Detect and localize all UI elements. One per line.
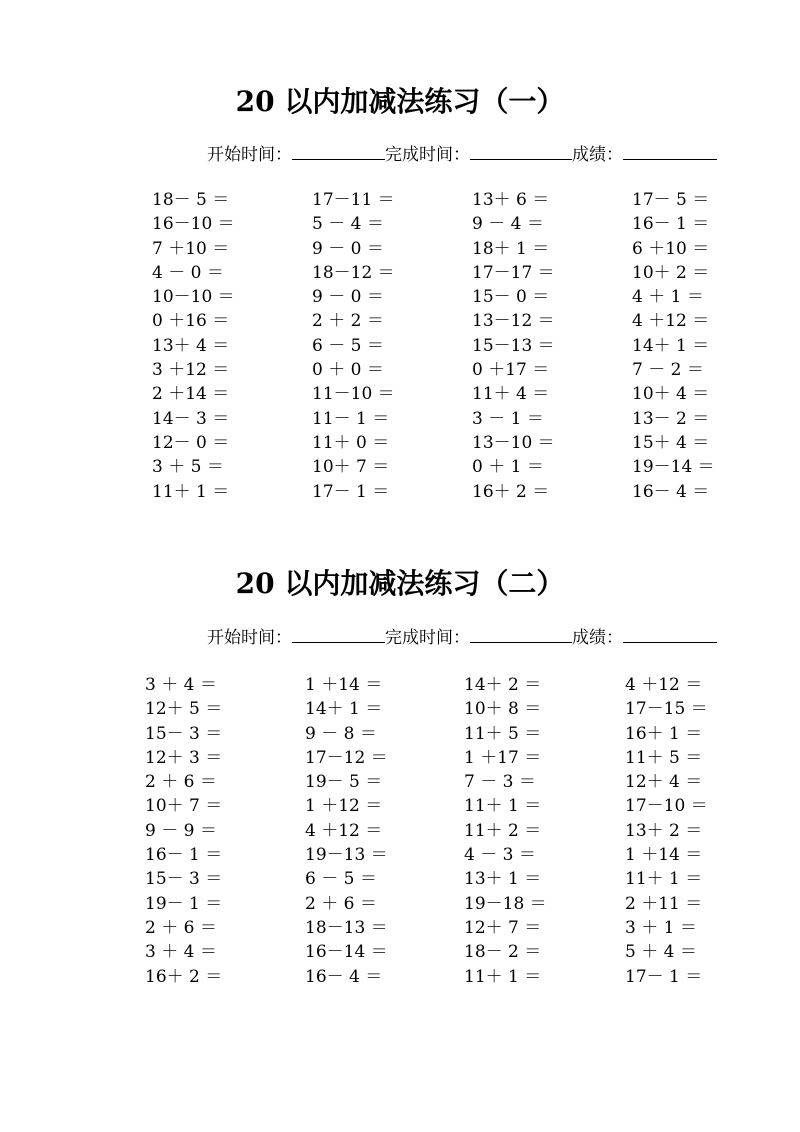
problem-item: 13＋ 6 ＝ xyxy=(472,190,550,210)
problem-item: 11＋ 5 ＝ xyxy=(464,723,542,744)
problem-item: 11＋ 1 ＝ xyxy=(152,481,230,502)
problem-item: 12＋ 3 ＝ xyxy=(145,747,223,768)
problem-item: 13－12 ＝ xyxy=(472,311,555,332)
problem-item: 9 － 4 ＝ xyxy=(472,214,544,235)
problem-item: 17－ 1 ＝ xyxy=(625,966,703,987)
problem-item: 18＋ 1 ＝ xyxy=(472,238,550,259)
problem-item: 0 ＋16 ＝ xyxy=(152,311,230,332)
problem-item: 17－10 ＝ xyxy=(625,796,708,817)
problem-item: 14＋ 1 ＝ xyxy=(305,699,383,720)
problem-item: 4 － 3 ＝ xyxy=(464,845,536,866)
problem-item: 13＋ 2 ＝ xyxy=(625,820,703,841)
start-time-blank[interactable] xyxy=(292,625,385,643)
finish-time-label: 完成时间： xyxy=(385,628,470,648)
worksheet-title-1: 20 以内加减法练习（一） xyxy=(235,85,565,118)
problem-item: 3 ＋12 ＝ xyxy=(152,360,230,381)
problem-item: 15－ 3 ＝ xyxy=(145,723,223,744)
problem-item: 6 － 5 ＝ xyxy=(312,335,384,356)
problem-item: 2 ＋14 ＝ xyxy=(152,384,230,405)
problem-item: 0 ＋ 1 ＝ xyxy=(472,457,544,478)
problem-item: 15－13 ＝ xyxy=(472,335,555,356)
problem-item: 10＋ 7 ＝ xyxy=(312,457,390,478)
problem-item: 11＋ 1 ＝ xyxy=(464,966,542,987)
problem-item: 10＋ 8 ＝ xyxy=(464,699,542,720)
problem-item: 6 － 5 ＝ xyxy=(305,869,377,890)
problem-column xyxy=(145,673,222,989)
start-time-blank[interactable] xyxy=(292,142,385,160)
problem-item: 7 － 3 ＝ xyxy=(464,772,536,793)
problem-item: 11＋ 0 ＝ xyxy=(312,432,390,453)
problem-item: 11－10 ＝ xyxy=(312,384,395,405)
problem-item: 19－18 ＝ xyxy=(464,893,547,914)
problem-item: 11＋ 1 ＝ xyxy=(625,869,703,890)
problem-item: 1 ＋14 ＝ xyxy=(305,675,383,695)
problem-item: 15＋ 4 ＝ xyxy=(632,432,710,453)
problem-item: 9 － 0 ＝ xyxy=(312,287,384,308)
problem-item: 19－ 5 ＝ xyxy=(305,772,383,793)
info-line-2 xyxy=(207,625,717,649)
problem-item: 3 － 1 ＝ xyxy=(472,408,544,429)
problem-item: 4 ＋12 ＝ xyxy=(632,311,710,332)
start-time-label: 开始时间： xyxy=(207,145,292,165)
problem-item: 9 － 8 ＝ xyxy=(305,723,377,744)
problem-item: 11＋ 5 ＝ xyxy=(625,747,703,768)
problem-column xyxy=(625,673,708,989)
problem-item: 1 ＋14 ＝ xyxy=(625,845,703,866)
problem-item: 13＋ 4 ＝ xyxy=(152,335,230,356)
problem-item: 2 ＋ 6 ＝ xyxy=(145,772,217,793)
problem-item: 9 － 0 ＝ xyxy=(312,238,384,259)
problem-item: 5 ＋ 4 ＝ xyxy=(625,942,697,963)
problem-item: 5 － 4 ＝ xyxy=(312,214,384,235)
problem-item: 11＋ 2 ＝ xyxy=(464,820,542,841)
problem-item: 14－ 3 ＝ xyxy=(152,408,230,429)
problem-item: 9 － 9 ＝ xyxy=(145,820,217,841)
problem-item: 17－ 1 ＝ xyxy=(312,481,390,502)
problem-item: 19－ 1 ＝ xyxy=(145,893,223,914)
problem-column xyxy=(152,188,235,504)
problem-item: 17－ 5 ＝ xyxy=(632,190,710,210)
score-blank[interactable] xyxy=(623,625,717,643)
problem-item: 16－14 ＝ xyxy=(305,942,388,963)
problem-item: 19－13 ＝ xyxy=(305,845,388,866)
problem-item: 10＋ 2 ＝ xyxy=(632,262,710,283)
problem-item: 6 ＋10 ＝ xyxy=(632,238,710,259)
problem-item: 11＋ 4 ＝ xyxy=(472,384,550,405)
problem-item: 4 ＋12 ＝ xyxy=(305,820,383,841)
problem-item: 15－ 0 ＝ xyxy=(472,287,550,308)
problem-item: 17－11 ＝ xyxy=(312,190,395,210)
problem-item: 14＋ 2 ＝ xyxy=(464,675,542,695)
problem-item: 17－15 ＝ xyxy=(625,699,708,720)
problem-item: 13－ 2 ＝ xyxy=(632,408,710,429)
problem-item: 16－ 1 ＝ xyxy=(145,845,223,866)
problem-item: 16＋ 2 ＝ xyxy=(472,481,550,502)
problem-item: 1 ＋12 ＝ xyxy=(305,796,383,817)
problem-item: 18－ 2 ＝ xyxy=(464,942,542,963)
problem-item: 1 ＋17 ＝ xyxy=(464,747,542,768)
finish-time-blank[interactable] xyxy=(470,142,572,160)
worksheet-title-2: 20 以内加减法练习（二） xyxy=(235,567,565,600)
problem-item: 4 ＋ 1 ＝ xyxy=(632,287,704,308)
problem-item: 4 － 0 ＝ xyxy=(152,262,224,283)
problem-item: 16－10 ＝ xyxy=(152,214,235,235)
problem-item: 10＋ 7 ＝ xyxy=(145,796,223,817)
problem-item: 19－14 ＝ xyxy=(632,457,715,478)
problem-item: 7 ＋10 ＝ xyxy=(152,238,230,259)
problem-item: 18－12 ＝ xyxy=(312,262,395,283)
problem-item: 4 ＋12 ＝ xyxy=(625,675,703,695)
problem-item: 17－12 ＝ xyxy=(305,747,388,768)
problem-item: 12＋ 4 ＝ xyxy=(625,772,703,793)
problem-item: 16－ 4 ＝ xyxy=(305,966,383,987)
problem-item: 0 ＋17 ＝ xyxy=(472,360,550,381)
problem-item: 15－ 3 ＝ xyxy=(145,869,223,890)
problem-item: 13＋ 1 ＝ xyxy=(464,869,542,890)
problem-item: 12－ 0 ＝ xyxy=(152,432,230,453)
problem-item: 10＋ 4 ＝ xyxy=(632,384,710,405)
problem-item: 16＋ 1 ＝ xyxy=(625,723,703,744)
problem-item: 7 － 2 ＝ xyxy=(632,360,704,381)
problem-column xyxy=(632,188,715,504)
problem-column xyxy=(305,673,388,989)
problem-item: 16－ 1 ＝ xyxy=(632,214,710,235)
score-label: 成绩： xyxy=(572,628,623,648)
problem-item: 18－13 ＝ xyxy=(305,917,388,938)
problem-item: 12＋ 5 ＝ xyxy=(145,699,223,720)
problem-item: 11＋ 1 ＝ xyxy=(464,796,542,817)
problem-item: 17－17 ＝ xyxy=(472,262,555,283)
problem-item: 16－ 4 ＝ xyxy=(632,481,710,502)
problem-item: 3 ＋ 1 ＝ xyxy=(625,917,697,938)
problem-item: 3 ＋ 4 ＝ xyxy=(145,675,217,695)
problem-column xyxy=(472,188,555,504)
problem-item: 0 ＋ 0 ＝ xyxy=(312,360,384,381)
finish-time-blank[interactable] xyxy=(470,625,572,643)
problem-item: 3 ＋ 5 ＝ xyxy=(152,457,224,478)
problem-item: 2 ＋11 ＝ xyxy=(625,893,703,914)
problem-column xyxy=(464,673,547,989)
problem-item: 10－10 ＝ xyxy=(152,287,235,308)
problem-item: 2 ＋ 2 ＝ xyxy=(312,311,384,332)
problem-item: 18－ 5 ＝ xyxy=(152,190,230,210)
problem-column xyxy=(312,188,395,504)
problem-item: 16＋ 2 ＝ xyxy=(145,966,223,987)
problem-item: 3 ＋ 4 ＝ xyxy=(145,942,217,963)
problem-item: 2 ＋ 6 ＝ xyxy=(145,917,217,938)
problem-item: 14＋ 1 ＝ xyxy=(632,335,710,356)
problem-item: 13－10 ＝ xyxy=(472,432,555,453)
problem-item: 12＋ 7 ＝ xyxy=(464,917,542,938)
score-label: 成绩： xyxy=(572,145,623,165)
score-blank[interactable] xyxy=(623,142,717,160)
info-line-1 xyxy=(207,142,717,166)
start-time-label: 开始时间： xyxy=(207,628,292,648)
problem-item: 11－ 1 ＝ xyxy=(312,408,390,429)
problem-item: 2 ＋ 6 ＝ xyxy=(305,893,377,914)
finish-time-label: 完成时间： xyxy=(385,145,470,165)
